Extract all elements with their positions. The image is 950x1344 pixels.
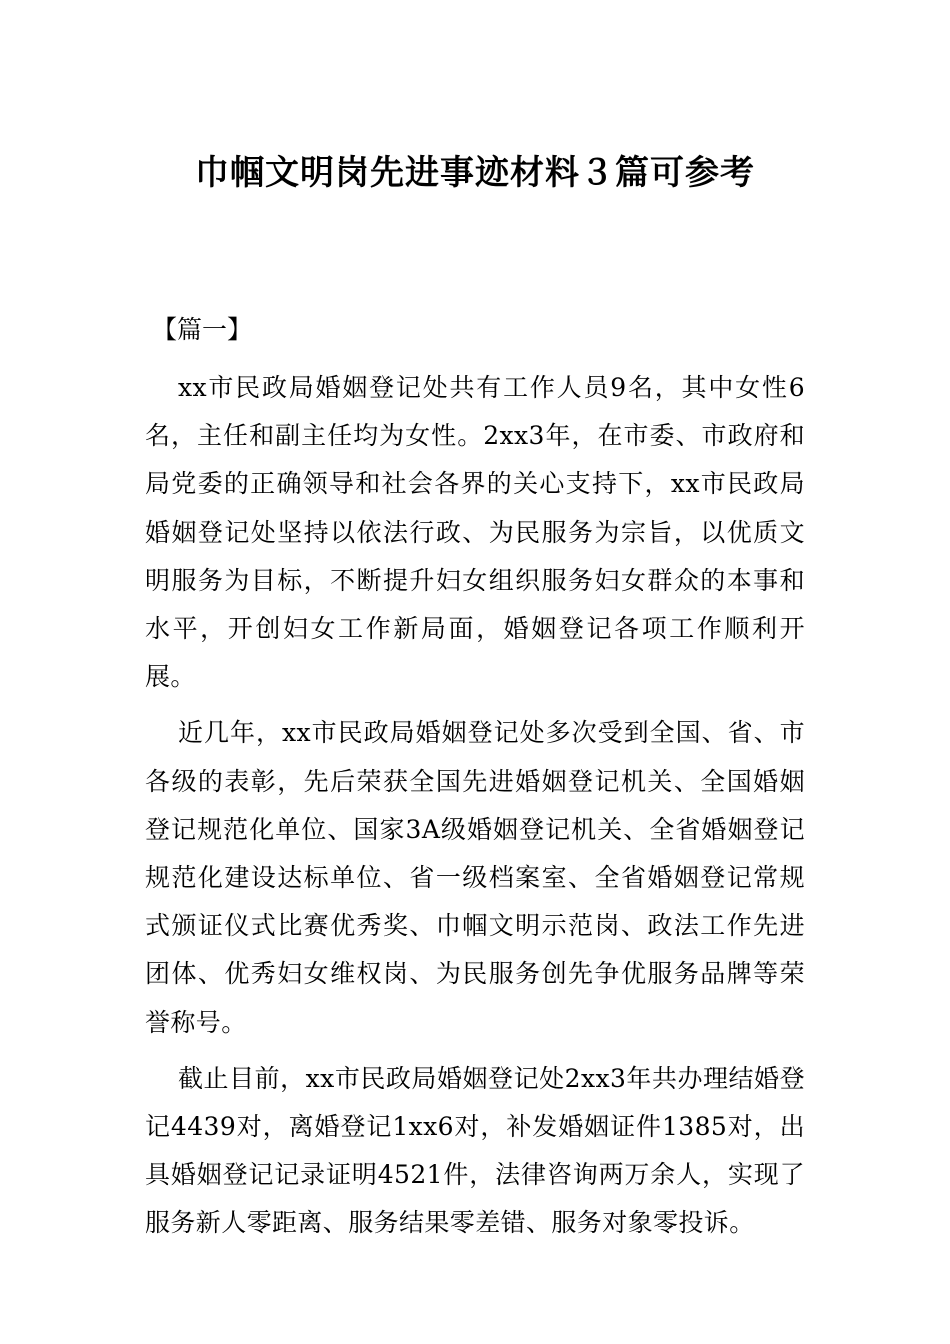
- paragraph-2: 近几年，xx市民政局婚姻登记处多次受到全国、省、市各级的表彰，先后荣获全国先进婚姻登记机关、全国婚姻登记规范化单位、国家3A级婚姻登记机关、全省婚姻登记规范化建设达标单位、省一级档案室、全省婚姻登记常规式颁证仪式比赛优秀奖、巾帼文明示范岗、政法工作先进团体、优秀妇女维权岗、为民服务创先争优服务品牌等荣誉称号。: [145, 718, 805, 1037]
- document-title: 巾帼文明岗先进事迹材料３篇可参考: [195, 153, 755, 193]
- paragraph-1: xx市民政局婚姻登记处共有工作人员9名，其中女性6名，主任和副主任均为女性。2xx3年，在市委、市政府和局党委的正确领导和社会各界的关心支持下，xx市民政局婚姻登记处坚持以依法行政、为民服务为宗旨，以优质文明服务为目标，不断提升妇女组织服务妇女群众的本事和水平，开创妇女工作新局面，婚姻登记各项工作顺利开展。: [145, 373, 805, 692]
- document-body: [145, 364, 805, 1256]
- section-heading: 【篇一】: [152, 315, 253, 344]
- paragraph-3: 截止目前，xx市民政局婚姻登记处2xx3年共办理结婚登记4439对，离婚登记1xx6对，补发婚姻证件1385对，出具婚姻登记记录证明4521件，法律咨询两万余人，实现了服务新人零距离、服务结果零差错、服务对象零投诉。: [145, 1063, 805, 1238]
